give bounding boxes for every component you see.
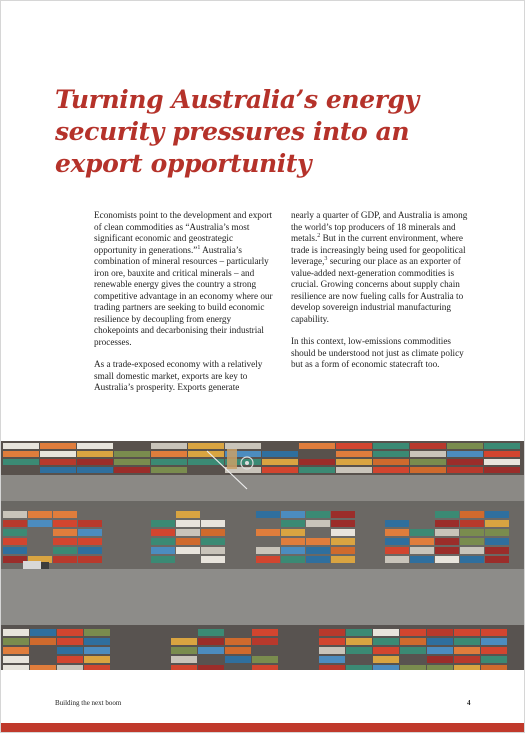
shipping-container bbox=[485, 556, 509, 563]
shipping-container bbox=[225, 647, 251, 654]
shipping-container bbox=[400, 629, 426, 636]
shipping-container bbox=[435, 547, 459, 554]
accent-bar bbox=[1, 723, 524, 732]
shipping-container bbox=[410, 467, 446, 473]
shipping-container bbox=[331, 511, 355, 518]
shipping-container bbox=[346, 629, 372, 636]
shipping-container bbox=[77, 443, 113, 449]
body-column-right bbox=[291, 210, 473, 382]
shipping-container bbox=[3, 459, 39, 465]
shipping-container bbox=[299, 443, 335, 449]
paragraph: In this context, low-emissions commodities should be understood not just as climate policy but as a form of economic statecraft too. bbox=[291, 336, 464, 369]
shipping-container bbox=[427, 647, 453, 654]
shipping-container bbox=[78, 538, 102, 545]
shipping-container bbox=[485, 520, 509, 527]
shipping-container bbox=[40, 467, 76, 473]
shipping-container bbox=[319, 629, 345, 636]
shipping-container bbox=[176, 547, 200, 554]
shipping-container bbox=[3, 547, 27, 554]
shipping-container bbox=[151, 467, 187, 473]
shipping-container bbox=[454, 638, 480, 645]
shipping-container bbox=[336, 459, 372, 465]
shipping-container bbox=[435, 520, 459, 527]
shipping-container bbox=[485, 538, 509, 545]
shipping-container bbox=[53, 538, 77, 545]
shipping-container bbox=[281, 520, 305, 527]
shipping-container bbox=[151, 520, 175, 527]
shipping-container bbox=[201, 520, 225, 527]
shipping-container bbox=[385, 538, 409, 545]
shipping-container bbox=[84, 647, 110, 654]
shipping-container bbox=[410, 459, 446, 465]
shipping-container bbox=[435, 556, 459, 563]
shipping-container bbox=[252, 665, 278, 670]
shipping-container bbox=[84, 656, 110, 663]
shipping-container bbox=[485, 511, 509, 518]
shipping-container bbox=[40, 451, 76, 457]
shipping-container bbox=[77, 467, 113, 473]
shipping-container bbox=[78, 520, 102, 527]
shipping-container bbox=[201, 547, 225, 554]
page-number: 4 bbox=[467, 699, 471, 707]
shipping-container bbox=[3, 451, 39, 457]
shipping-container bbox=[454, 647, 480, 654]
roadway-bottom bbox=[1, 569, 524, 625]
shipping-container bbox=[481, 647, 507, 654]
shipping-container bbox=[427, 638, 453, 645]
shipping-container bbox=[460, 511, 484, 518]
shipping-container bbox=[225, 656, 251, 663]
shipping-container bbox=[84, 665, 110, 670]
shipping-container bbox=[460, 520, 484, 527]
shipping-container bbox=[151, 556, 175, 563]
shipping-container bbox=[336, 451, 372, 457]
shipping-container bbox=[151, 443, 187, 449]
shipping-container bbox=[3, 511, 27, 518]
footer-title: Building the next boom bbox=[55, 699, 122, 707]
shipping-container bbox=[346, 665, 372, 670]
shipping-container bbox=[171, 665, 197, 670]
shipping-container bbox=[484, 459, 520, 465]
shipping-container bbox=[3, 656, 29, 663]
shipping-container bbox=[373, 638, 399, 645]
shipping-container bbox=[373, 451, 409, 457]
lane-marking bbox=[1, 501, 524, 507]
shipping-container bbox=[57, 629, 83, 636]
shipping-container bbox=[319, 647, 345, 654]
shipping-container bbox=[252, 629, 278, 636]
shipping-container bbox=[410, 556, 434, 563]
shipping-container bbox=[3, 647, 29, 654]
shipping-container bbox=[151, 459, 187, 465]
shipping-container bbox=[281, 547, 305, 554]
shipping-container bbox=[319, 665, 345, 670]
shipping-container bbox=[447, 467, 483, 473]
shipping-container bbox=[30, 629, 56, 636]
shipping-container bbox=[53, 556, 77, 563]
shipping-container bbox=[410, 538, 434, 545]
shipping-container bbox=[176, 511, 200, 518]
paragraph-text: Economists point to the development and export of clean commodities as “Australia’s most significant economic and geostrategic opportunity in generations.” bbox=[94, 210, 273, 255]
shipping-container bbox=[331, 529, 355, 536]
shipping-container bbox=[256, 547, 280, 554]
shipping-container bbox=[410, 451, 446, 457]
shipping-container bbox=[176, 529, 200, 536]
shipping-container bbox=[201, 556, 225, 563]
shipping-container bbox=[373, 467, 409, 473]
shipping-container bbox=[176, 538, 200, 545]
shipping-container bbox=[373, 656, 399, 663]
shipping-container bbox=[306, 547, 330, 554]
shipping-container bbox=[53, 511, 77, 518]
shipping-container bbox=[84, 629, 110, 636]
shipping-container bbox=[385, 556, 409, 563]
shipping-container bbox=[171, 656, 197, 663]
paragraph: As a trade-exposed economy with a relatively small domestic market, exports are key to Australia’s prosperity. Exports generate bbox=[94, 359, 263, 392]
shipping-container bbox=[427, 665, 453, 670]
shipping-container bbox=[3, 665, 29, 670]
shipping-container bbox=[201, 538, 225, 545]
shipping-container bbox=[201, 529, 225, 536]
shipping-container bbox=[171, 647, 197, 654]
footnote-ref[interactable]: 2 bbox=[317, 233, 321, 239]
lorry-icon bbox=[23, 561, 49, 569]
shipping-container bbox=[447, 451, 483, 457]
shipping-container bbox=[385, 529, 409, 536]
shipping-container bbox=[481, 638, 507, 645]
shipping-container bbox=[198, 638, 224, 645]
shipping-container bbox=[53, 529, 77, 536]
shipping-container bbox=[331, 520, 355, 527]
shipping-container bbox=[485, 547, 509, 554]
paragraph-text: But in the current environment, where trade is increasingly being used for geopolitical leverage, bbox=[291, 233, 466, 266]
shipping-container bbox=[336, 467, 372, 473]
shipping-container bbox=[427, 629, 453, 636]
shipping-container bbox=[306, 556, 330, 563]
body-column-left bbox=[94, 210, 276, 405]
shipping-container bbox=[410, 529, 434, 536]
shipping-container bbox=[331, 538, 355, 545]
shipping-container bbox=[188, 443, 224, 449]
shipping-container bbox=[28, 520, 52, 527]
shipping-container bbox=[262, 459, 298, 465]
shipping-container bbox=[319, 638, 345, 645]
shipping-container bbox=[281, 556, 305, 563]
shipping-container bbox=[336, 443, 372, 449]
shipping-container bbox=[30, 638, 56, 645]
shipping-container bbox=[299, 459, 335, 465]
shipping-container bbox=[346, 647, 372, 654]
shipping-container bbox=[435, 511, 459, 518]
shipping-container bbox=[373, 443, 409, 449]
shipping-container bbox=[385, 547, 409, 554]
shipping-container bbox=[373, 647, 399, 654]
container-port-photo bbox=[1, 441, 524, 670]
paragraph-text: securing our place as an exporter of value-added next-generation commodities is crucial. Growing concerns about supply chain resilience are now fueling calls for Australia to develop sovereign industrial manufacturing capability. bbox=[291, 256, 464, 324]
roadway-top bbox=[1, 475, 524, 501]
shipping-container bbox=[3, 629, 29, 636]
shipping-container bbox=[77, 459, 113, 465]
footnote-ref[interactable]: 3 bbox=[324, 256, 328, 262]
shipping-container bbox=[77, 451, 113, 457]
shipping-container bbox=[3, 443, 39, 449]
shipping-container bbox=[256, 556, 280, 563]
shipping-container bbox=[53, 547, 77, 554]
shipping-container bbox=[171, 638, 197, 645]
shipping-container bbox=[151, 547, 175, 554]
shipping-container bbox=[410, 547, 434, 554]
shipping-container bbox=[331, 556, 355, 563]
shipping-container bbox=[400, 638, 426, 645]
shipping-container bbox=[57, 638, 83, 645]
shipping-container bbox=[198, 629, 224, 636]
shipping-container bbox=[400, 665, 426, 670]
shipping-container bbox=[256, 529, 280, 536]
shipping-container bbox=[447, 459, 483, 465]
shipping-container bbox=[454, 656, 480, 663]
shipping-container bbox=[3, 538, 27, 545]
shipping-container bbox=[78, 556, 102, 563]
shipping-container bbox=[40, 459, 76, 465]
shipping-container bbox=[460, 547, 484, 554]
shipping-container bbox=[427, 656, 453, 663]
shipping-container bbox=[151, 451, 187, 457]
shipping-container bbox=[373, 459, 409, 465]
shipping-container bbox=[484, 443, 520, 449]
shipping-container bbox=[410, 443, 446, 449]
shipping-container bbox=[281, 511, 305, 518]
shipping-container bbox=[299, 467, 335, 473]
shipping-container bbox=[485, 529, 509, 536]
paragraph-text: nearly a quarter of GDP, and Australia is among the world’s top producers of 18 minerals and metals. bbox=[291, 210, 468, 243]
shipping-container bbox=[460, 556, 484, 563]
shipping-container bbox=[198, 647, 224, 654]
shipping-container bbox=[484, 451, 520, 457]
shipping-container bbox=[484, 467, 520, 473]
shipping-container bbox=[3, 638, 29, 645]
shipping-container bbox=[151, 538, 175, 545]
shipping-container bbox=[454, 629, 480, 636]
shipping-container bbox=[460, 538, 484, 545]
shipping-container bbox=[373, 629, 399, 636]
shipping-container bbox=[225, 638, 251, 645]
footnote-ref[interactable]: 1 bbox=[197, 244, 201, 251]
shipping-container bbox=[262, 467, 298, 473]
shipping-container bbox=[28, 511, 52, 518]
shipping-container bbox=[454, 665, 480, 670]
shipping-container bbox=[481, 656, 507, 663]
shipping-container bbox=[385, 520, 409, 527]
shipping-container bbox=[78, 529, 102, 536]
shipping-container bbox=[435, 538, 459, 545]
shipping-container bbox=[176, 520, 200, 527]
shipping-container bbox=[400, 647, 426, 654]
shipping-container bbox=[373, 665, 399, 670]
shipping-container bbox=[281, 538, 305, 545]
shipping-container bbox=[151, 529, 175, 536]
shipping-container bbox=[84, 638, 110, 645]
paragraph-text: Australia’s combination of mineral resources – particularly iron ore, bauxite and critical minerals – and renewable energy gives the country a strong competitive advantage in an economy where our trading partners are seeking to build economic resilience by decoupling from energy chokepoints and decarbonising their industrial processes. bbox=[94, 244, 273, 347]
shipping-container bbox=[53, 520, 77, 527]
paragraph bbox=[94, 210, 276, 348]
shipping-container bbox=[78, 547, 102, 554]
shipping-container bbox=[252, 638, 278, 645]
shipping-container bbox=[306, 511, 330, 518]
shipping-container bbox=[57, 665, 83, 670]
shipping-container bbox=[306, 520, 330, 527]
shipping-container bbox=[30, 665, 56, 670]
shipping-container bbox=[198, 665, 224, 670]
shipping-container bbox=[481, 629, 507, 636]
shipping-container bbox=[57, 647, 83, 654]
shipping-container bbox=[3, 529, 27, 536]
shipping-container bbox=[3, 520, 27, 527]
shipping-container bbox=[225, 443, 261, 449]
shipping-container bbox=[252, 656, 278, 663]
shipping-container bbox=[346, 638, 372, 645]
shipping-container bbox=[57, 656, 83, 663]
article-title: Turning Australia’s energy security pressures into an export opportunity bbox=[55, 85, 419, 178]
shipping-container bbox=[188, 451, 224, 457]
shipping-container bbox=[40, 443, 76, 449]
shipping-container bbox=[331, 547, 355, 554]
shipping-container bbox=[114, 459, 150, 465]
shipping-container bbox=[281, 529, 305, 536]
shipping-container bbox=[114, 467, 150, 473]
shipping-container bbox=[114, 451, 150, 457]
paragraph bbox=[291, 210, 473, 325]
shipping-container bbox=[319, 656, 345, 663]
shipping-container bbox=[306, 538, 330, 545]
shipping-container bbox=[460, 529, 484, 536]
shipping-container bbox=[481, 665, 507, 670]
shipping-container bbox=[262, 451, 298, 457]
shipping-container bbox=[256, 511, 280, 518]
shipping-container bbox=[435, 529, 459, 536]
shipping-container bbox=[447, 443, 483, 449]
